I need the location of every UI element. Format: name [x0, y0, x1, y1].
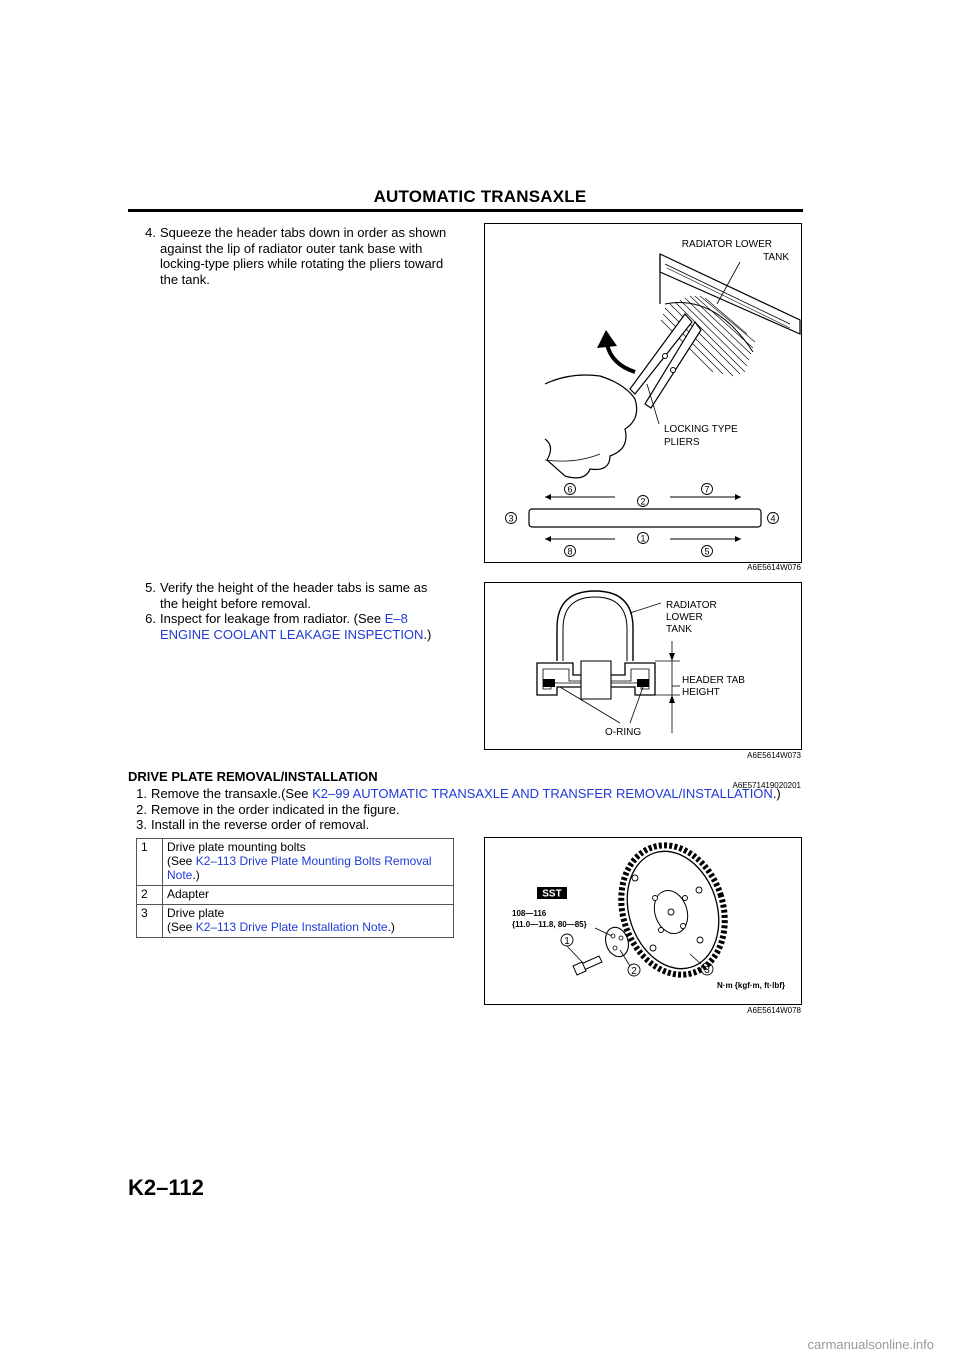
section-steps [128, 786, 808, 833]
label-o-ring: O-RING [605, 727, 642, 738]
torque-spec: 108—116 [512, 909, 547, 918]
order-number: 3 [508, 513, 514, 524]
step-5 [137, 580, 467, 611]
torque-spec: {11.0—11.8, 80—85} [512, 920, 587, 929]
label-header-tab-height: HEIGHT [682, 687, 720, 698]
step-text-line: Inspect for leakage from radiator. (See [160, 611, 385, 626]
step-text-line: Squeeze the header tabs down in order as shown [160, 225, 447, 240]
figure-code: A6E5614W078 [747, 1006, 801, 1015]
step-text: Remove the transaxle.(See [151, 786, 313, 801]
watermark: carmanualsonline.info [807, 1337, 934, 1352]
torque-units: N·m {kgf·m, ft·lbf} [717, 981, 785, 990]
step-text: Remove in the order indicated in the figure. [151, 801, 400, 817]
page-number: K2–112 [128, 1175, 204, 1200]
step-text-line: the height before removal. [160, 595, 312, 611]
label-radiator-lower-tank: TANK [666, 624, 692, 635]
step-text: Install in the reverse order of removal. [151, 817, 370, 832]
figure-drive-plate [484, 837, 802, 1005]
step-6 [137, 611, 467, 642]
table-row [137, 905, 454, 938]
order-number: 5 [704, 546, 710, 557]
step-number: 1. [136, 786, 147, 801]
header-tab-cross-section [485, 583, 801, 749]
reference-link[interactable]: ENGINE COOLANT LEAKAGE INSPECTION [160, 626, 424, 642]
table-cell-part: Adapter [163, 886, 454, 905]
radiator-pliers-illustration [485, 224, 801, 562]
callout-number: 2 [631, 966, 637, 977]
callout-number: 1 [564, 936, 570, 947]
page-title: AUTOMATIC TRANSAXLE [373, 187, 587, 206]
part-name: Drive plate [167, 906, 225, 920]
step-text-line: the tank. [160, 271, 210, 287]
label-radiator-lower-tank: LOWER [666, 612, 703, 623]
part-ref-prefix: (See [167, 920, 196, 934]
step-number: 4. [145, 225, 156, 240]
part-name: Drive plate mounting bolts [167, 840, 306, 854]
table-cell-index: 2 [137, 886, 163, 905]
table-cell-part [163, 905, 454, 938]
reference-link[interactable]: E–8 [384, 611, 408, 626]
step-text-line: against the lip of radiator outer tank base with [160, 240, 423, 256]
table-cell-index: 1 [137, 839, 163, 886]
table-cell-part [163, 839, 454, 886]
section-step-1 [128, 786, 808, 802]
table-row [137, 839, 454, 886]
section-heading: DRIVE PLATE REMOVAL/INSTALLATION [128, 769, 378, 784]
label-header-tab-height: HEADER TAB [682, 675, 745, 686]
section-code: A6E571419020201 [732, 781, 801, 790]
step-number: 6. [145, 611, 156, 626]
label-radiator-lower-tank: TANK [763, 252, 789, 263]
step-4 [137, 225, 457, 287]
step-number: 2. [136, 801, 147, 817]
label-radiator-lower-tank: RADIATOR [666, 600, 717, 611]
figure-code: A6E5614W076 [747, 563, 801, 572]
order-number: 4 [770, 513, 776, 524]
figure-header-tab-height [484, 582, 802, 750]
title-rule [128, 209, 803, 212]
figure-radiator-pliers [484, 223, 802, 563]
step-text-line: Verify the height of the header tabs is same as [160, 580, 428, 595]
order-number: 7 [704, 484, 710, 495]
part-ref-prefix: (See [167, 854, 196, 868]
reference-link[interactable]: K2–99 AUTOMATIC TRANSAXLE AND TRANSFER REMOVAL/INSTALLATION [312, 786, 773, 801]
figure-code: A6E5614W073 [747, 751, 801, 760]
step-text: .) [772, 786, 781, 801]
step-number: 5. [145, 580, 156, 595]
drive-plate-exploded-view [485, 838, 801, 1004]
step-text-line: .) [423, 626, 432, 642]
order-number: 1 [640, 533, 646, 544]
table-row [137, 886, 454, 905]
table-cell-index: 3 [137, 905, 163, 938]
step-number: 3. [136, 817, 147, 832]
section-step-2 [128, 802, 808, 818]
order-number: 6 [567, 484, 573, 495]
label-locking-type-pliers: LOCKING TYPE [664, 424, 738, 435]
steps-5-6 [137, 580, 467, 642]
part-ref-suffix: .) [387, 920, 395, 934]
reference-link[interactable]: K2–113 Drive Plate Mounting Bolts Removal Note [167, 854, 432, 882]
sst-badge: SST [542, 888, 562, 900]
parts-table [136, 838, 454, 938]
reference-link[interactable]: K2–113 Drive Plate Installation Note [195, 920, 388, 934]
part-ref-suffix: .) [192, 868, 200, 882]
label-locking-type-pliers: PLIERS [664, 437, 700, 448]
step-text-line: locking-type pliers while rotating the pliers toward [160, 256, 444, 271]
callout-number: 3 [704, 965, 710, 976]
order-number: 8 [567, 546, 573, 557]
order-number: 2 [640, 496, 646, 507]
section-step-3 [128, 817, 808, 833]
label-radiator-lower-tank: RADIATOR LOWER [681, 239, 772, 250]
